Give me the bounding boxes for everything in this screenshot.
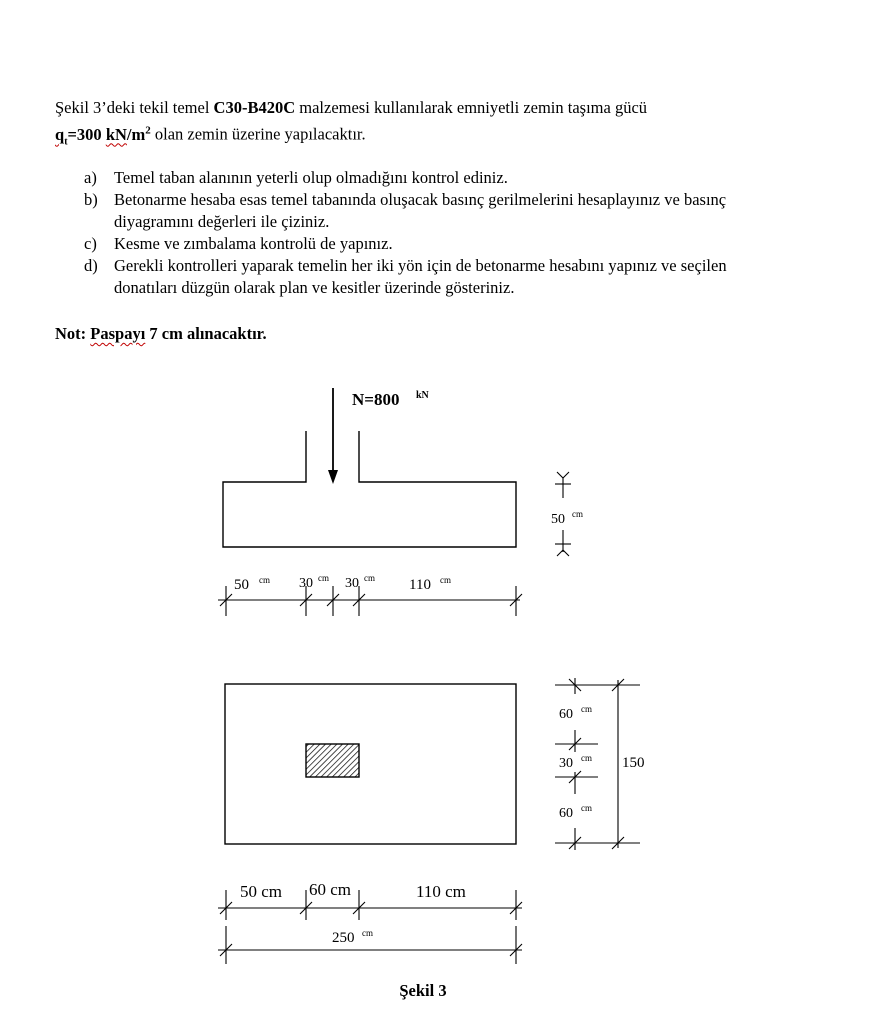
plan-dim-1: 50 cm — [240, 882, 283, 901]
section-height-value: 50 — [551, 512, 565, 527]
list-item-label: a) — [84, 168, 97, 187]
section-dim-2-value: 30 — [299, 576, 313, 591]
plan-side-dim-2-value: 30 — [559, 756, 573, 771]
list-item-text: Kesme ve zımbalama kontrolü de yapınız. — [114, 234, 393, 253]
plan-bottom-dimension-chain — [218, 890, 522, 964]
plan-side-dim-1-value: 60 — [559, 707, 573, 722]
load-arrow-head — [328, 470, 338, 484]
section-height-unit: cm — [572, 509, 583, 519]
list-item-text: Betonarme hesaba esas temel tabanında oluşacak basınç gerilmelerini hesaplayınız ve basınç diyagramını değerleri ile çiziniz. — [114, 190, 727, 231]
material-grade: C30-B420C — [213, 98, 296, 117]
section-dim-3-value: 30 — [345, 576, 359, 591]
intro-text-3: olan zemin üzerine yapılacaktır. — [150, 124, 366, 144]
plan-dim-3: 110 cm — [416, 882, 466, 901]
cover-note: Not: Paspayı 7 cm alınacaktır. — [55, 324, 267, 343]
bearing-capacity-value: =300 — [67, 124, 106, 144]
load-label: N=800 — [352, 390, 400, 409]
plan-footing-outline — [225, 684, 516, 844]
cover-word: Paspayı — [90, 324, 146, 343]
list-item-label: d) — [84, 256, 98, 275]
plan-total-unit: cm — [362, 928, 373, 938]
plan-side-total: 150 — [622, 755, 645, 771]
list-item-label: c) — [84, 234, 97, 253]
bearing-capacity-symbol: $q_t$ — [55, 124, 68, 147]
list-item-text: Gerekli kontrolleri yaparak temelin her iki yön için de betonarme hesabını yapınız ve seçilen donatıları düzgün olarak plan ve kesitler üzerinde gösteriniz. — [114, 256, 727, 297]
intro-text-2: malzemesi kullanılarak emniyetli zemin taşıma gücü — [295, 98, 648, 117]
section-dim-3-unit: cm — [364, 573, 375, 583]
bearing-capacity-unit-kn: kN — [105, 124, 127, 144]
plan-side-dim-2-unit: cm — [581, 753, 592, 763]
column-section — [306, 744, 359, 777]
load-unit: kN — [416, 390, 429, 401]
section-dimension-chain — [218, 586, 522, 616]
section-dim-1-unit: cm — [259, 575, 270, 585]
section-dim-4-value: 110 — [409, 577, 431, 593]
plan-side-dim-3-value: 60 — [559, 806, 573, 821]
intro-text-1: Şekil 3’deki tekil temel — [55, 98, 214, 117]
list-item-label: b) — [84, 190, 98, 209]
bearing-capacity-exponent: 2 — [145, 124, 151, 136]
list-item-text: Temel taban alanının yeterli olup olmadığını kontrol ediniz. — [114, 168, 508, 187]
plan-side-dim-3-unit: cm — [581, 803, 592, 813]
section-outline — [223, 431, 516, 547]
section-dim-2-unit: cm — [318, 573, 329, 583]
plan-dim-2: 60 cm — [309, 880, 352, 899]
section-view — [223, 388, 516, 547]
plan-side-dim-1-unit: cm — [581, 704, 592, 714]
section-dim-4-unit: cm — [440, 575, 451, 585]
bearing-capacity-unit-m: /m — [126, 124, 146, 144]
section-dim-1-value: 50 — [234, 577, 249, 593]
figure-caption: Şekil 3 — [399, 981, 447, 1000]
plan-total-value: 250 — [332, 930, 355, 946]
